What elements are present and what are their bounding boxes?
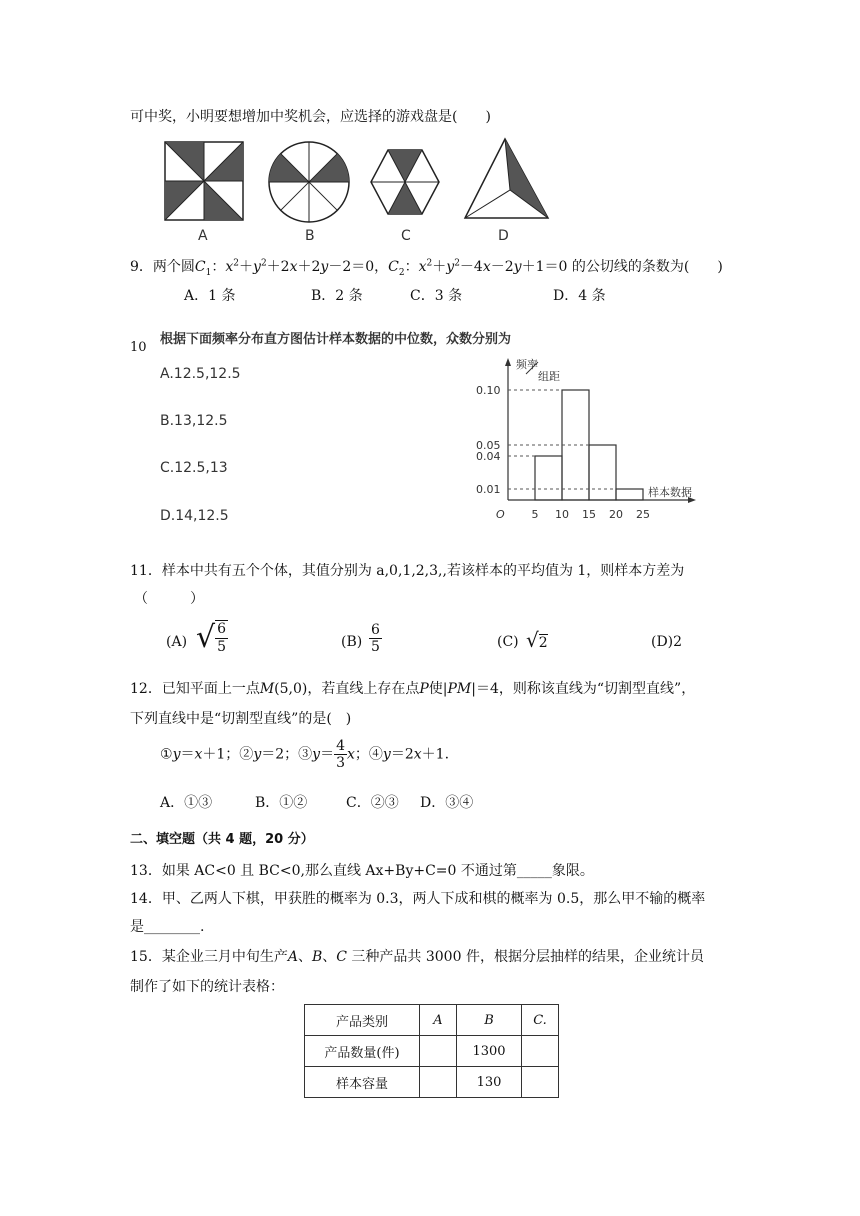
q11-option-b-label: (B) bbox=[341, 634, 363, 650]
q10-option-c: C.12.5,13 bbox=[160, 460, 228, 476]
q9-option-c: C．3 条 bbox=[410, 288, 463, 304]
table-row bbox=[305, 1067, 559, 1098]
q11-option-c-value: √2 bbox=[526, 628, 548, 652]
q11-option-d: (D)2 bbox=[651, 634, 683, 650]
q12-stem-line2: 下列直线中是“切割型直线”的是( ) bbox=[130, 711, 352, 727]
x-tick-label: 10 bbox=[555, 508, 569, 521]
histogram-chart bbox=[470, 348, 720, 528]
table-cell: 产品数量(件) bbox=[305, 1036, 420, 1067]
x-tick-label: 5 bbox=[531, 508, 539, 521]
q12-option-d: D．③④ bbox=[420, 795, 474, 811]
x-axis-label: 样本数据 bbox=[648, 486, 692, 499]
table-cell: 样本容量 bbox=[305, 1067, 420, 1098]
q12-option-a: A．①③ bbox=[160, 795, 213, 811]
q10-option-b: B.13,12.5 bbox=[160, 413, 228, 429]
table-cell: 130 bbox=[457, 1067, 522, 1098]
y-axis-label-top: 频率 bbox=[516, 358, 538, 371]
q11-option-c-label: (C) bbox=[497, 634, 519, 650]
y-tick-label: 0.04 bbox=[476, 450, 501, 463]
origin-label: O bbox=[496, 508, 505, 521]
table-cell bbox=[522, 1036, 559, 1067]
q15-text-line2: 制作了如下的统计表格： bbox=[130, 979, 284, 995]
board-label-d: D bbox=[498, 228, 509, 244]
q14-text: 14．甲、乙两人下棋，甲获胜的概率为 0.3，两人下成和棋的概率为 0.5，那么甲不输的概率 bbox=[130, 891, 706, 907]
board-label-c: C bbox=[401, 228, 411, 244]
histogram-bar bbox=[616, 489, 643, 500]
table-cell: 1300 bbox=[457, 1036, 522, 1067]
x-tick-label: 25 bbox=[636, 508, 650, 521]
board-a bbox=[165, 142, 243, 220]
table-cell bbox=[522, 1067, 559, 1098]
table-cell bbox=[420, 1036, 457, 1067]
x-tick-label: 20 bbox=[609, 508, 623, 521]
y-tick-label: 0.10 bbox=[476, 384, 501, 397]
board-d bbox=[465, 139, 548, 218]
table-header-cell: 产品类别 bbox=[305, 1005, 420, 1036]
table-header-cell: C. bbox=[522, 1005, 559, 1036]
x-tick-label: 15 bbox=[582, 508, 596, 521]
q9-option-d: D．4 条 bbox=[553, 288, 606, 304]
q8-tail-text: 可中奖，小明要想增加中奖机会，应选择的游戏盘是( ) bbox=[130, 109, 491, 125]
q11-stem: 11．样本中共有五个个体，其值分别为 a,0,1,2,3,,若该样本的平均值为 1，则样本方差为 bbox=[130, 563, 685, 579]
y-axis-label-bottom: 组距 bbox=[538, 370, 560, 383]
q12-lines-list: ①y＝x＋1；②y＝2；③y＝ $\frac{4}{3}$ x；④y＝2x＋1. bbox=[160, 738, 450, 772]
q12-option-c: C．②③ bbox=[346, 795, 399, 811]
y-tick-label: 0.05 bbox=[476, 439, 501, 452]
y-tick-label: 0.01 bbox=[476, 483, 501, 496]
y-axis-arrow bbox=[505, 358, 511, 366]
board-c bbox=[371, 150, 439, 214]
board-b bbox=[269, 142, 349, 222]
q11-option-b-value: $\frac{6}{5}$ bbox=[371, 622, 380, 656]
table-header-cell: B bbox=[457, 1005, 522, 1036]
section-heading: 二、填空题（共 4 题，20 分） bbox=[130, 832, 314, 847]
table-header-cell: A bbox=[420, 1005, 457, 1036]
q11-option-a-value: √ $\frac{6}{5}$ bbox=[196, 620, 227, 655]
q14-text-line2: 是________. bbox=[130, 919, 205, 935]
q10-number: 10 bbox=[130, 340, 147, 355]
q10-stem: 根据下面频率分布直方图估计样本数据的中位数，众数分别为 bbox=[160, 332, 512, 347]
q11-option-a-label: (A) bbox=[166, 634, 188, 650]
q11-paren: （ ） bbox=[134, 591, 204, 607]
q10-option-a: A.12.5,12.5 bbox=[160, 366, 241, 382]
histogram-bar bbox=[589, 445, 616, 500]
q12-option-b: B．①② bbox=[255, 795, 308, 811]
q15-text: 15．某企业三月中旬生产A、B、C 三种产品共 3000 件，根据分层抽样的结果，企业统计员 bbox=[130, 949, 704, 965]
statistics-table bbox=[304, 1004, 559, 1098]
q10-option-d: D.14,12.5 bbox=[160, 508, 229, 524]
q12-stem: 12．已知平面上一点M(5,0)，若直线上存在点P使|PM|＝4，则称该直线为“切割型直线”， bbox=[130, 681, 696, 697]
table-cell bbox=[420, 1067, 457, 1098]
board-label-b: B bbox=[305, 228, 315, 244]
q9-stem: 9．两个圆$C_1$：$x^2+y^2+2x+2y-2=0$，$C_2$：$x^2+y^2-4x-2y+1=0$ 的公切线的条数为( ) bbox=[130, 258, 723, 278]
table-header-row bbox=[305, 1005, 559, 1036]
histogram-bar bbox=[535, 456, 562, 500]
q9-option-b: B．2 条 bbox=[311, 288, 363, 304]
board-label-a: A bbox=[198, 228, 208, 244]
table-row bbox=[305, 1036, 559, 1067]
q13-text: 13．如果 AC<0 且 BC<0,那么直线 Ax+By+C=0 不通过第_____象限。 bbox=[130, 863, 594, 879]
q9-option-a: A．1 条 bbox=[184, 288, 236, 304]
